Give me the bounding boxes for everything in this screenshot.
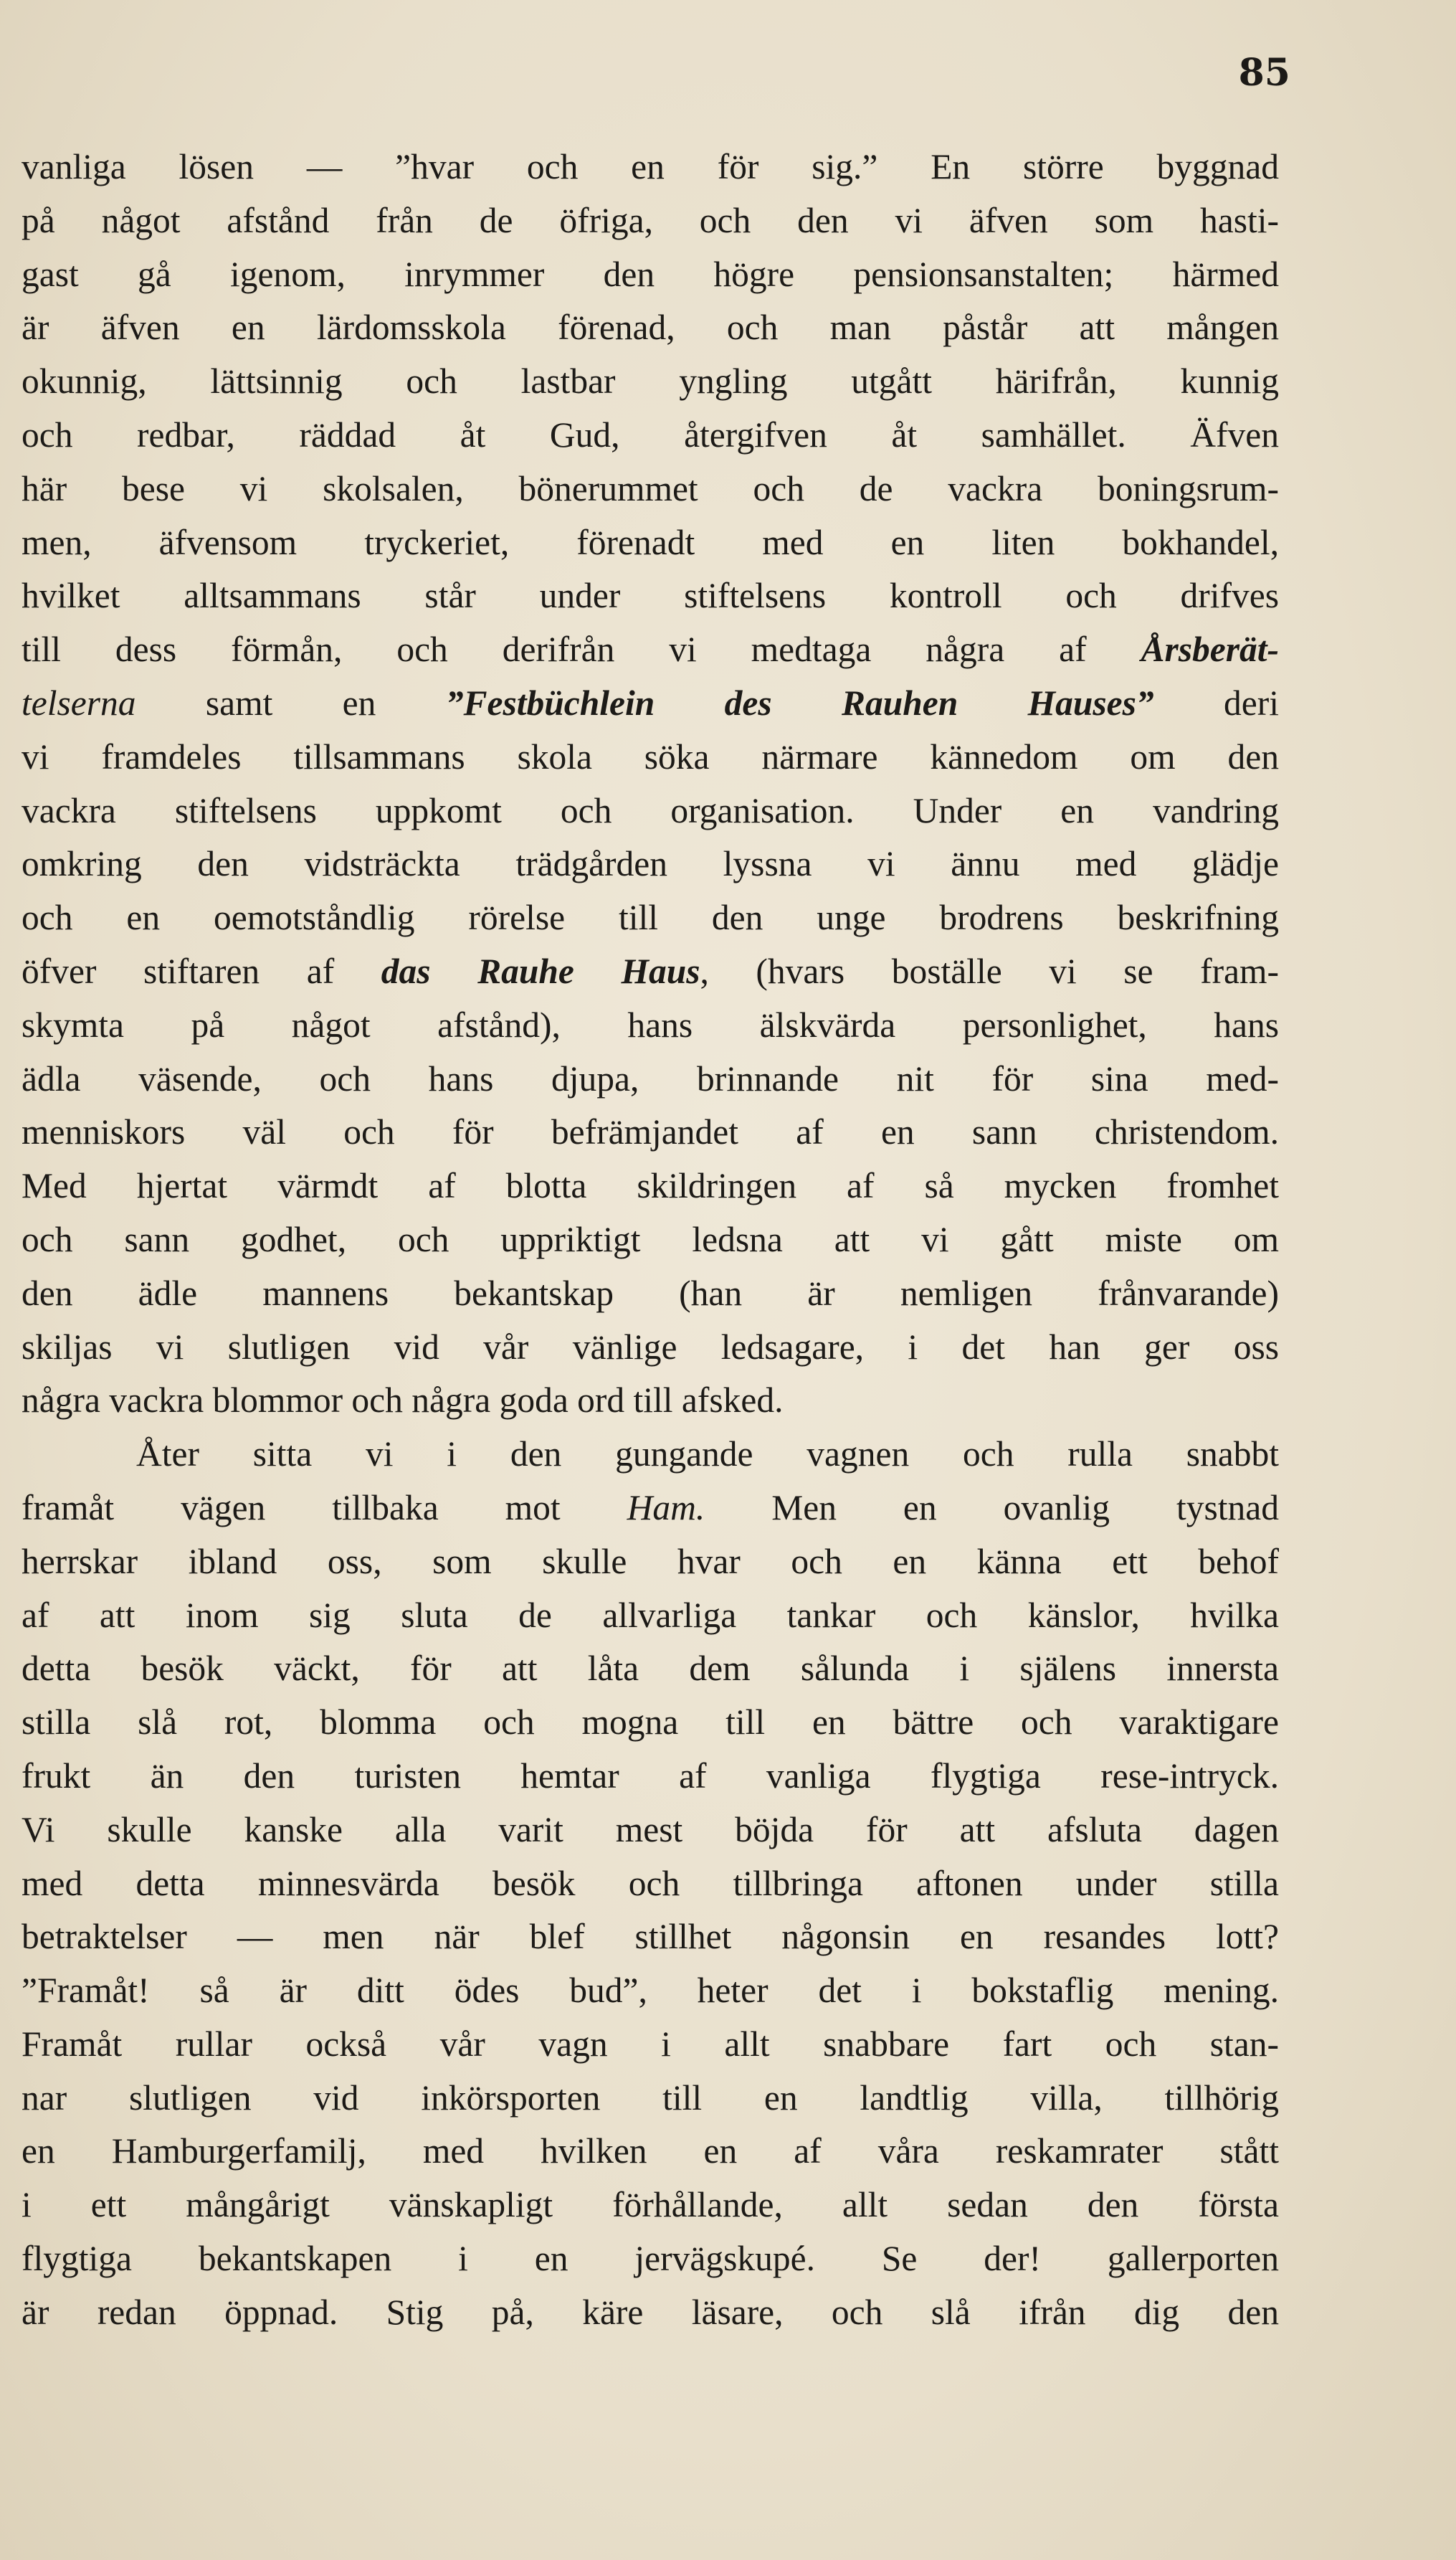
text-line [22, 1803, 1279, 1857]
text-line [22, 1964, 1279, 2018]
text-line [22, 2072, 1279, 2125]
text-line-emphasis: telserna [22, 683, 136, 723]
text-line-segment: Vi skulle kanske alla varit mest böjda för att afsluta dagen [22, 1809, 1279, 1849]
text-line-segment: gast gå igenom, inrymmer den högre pensionsanstalten; härmed [22, 254, 1279, 294]
text-line-segment: öfver stiftaren af [22, 951, 381, 991]
text-line [22, 2179, 1279, 2232]
text-line [22, 1750, 1279, 1803]
text-line-segment: , (hvars boställe vi se fram- [700, 951, 1280, 991]
text-line [22, 1053, 1279, 1106]
text-line [22, 784, 1279, 838]
text-line-segment: och redbar, räddad åt Gud, återgifven åt samhället. Äfven [22, 414, 1279, 455]
text-line [22, 2232, 1279, 2286]
text-line-segment: vackra stiftelsens uppkomt och organisation. Under en vandring [22, 790, 1279, 830]
text-line [22, 569, 1279, 623]
text-line-segment: på något afstånd från de öfriga, och den vi äfven som hasti- [22, 200, 1279, 240]
text-line-segment: ”Framåt! så är ditt ödes bud”, heter det i bokstaflig mening. [22, 1971, 1279, 2011]
text-line-segment: den ädle mannens bekantskap (han är nemligen frånvarande) [22, 1273, 1279, 1313]
text-line [22, 1482, 1279, 1535]
text-line-segment: några vackra blommor och några goda ord till afsked. [22, 1380, 784, 1421]
body-text [22, 141, 1279, 2340]
text-line [22, 1642, 1279, 1696]
text-line-segment: framåt vägen tillbaka mot [22, 1487, 627, 1527]
text-line-segment: af att inom sig sluta de allvarliga tankar och känslor, hvilka [22, 1595, 1279, 1635]
text-line [22, 677, 1279, 731]
text-line-segment: okunnig, lättsinnig och lastbar yngling utgått härifrån, kunnig [22, 361, 1279, 402]
text-line-segment: skiljas vi slutligen vid vår vänlige ledsagare, i det han ger oss [22, 1327, 1279, 1367]
text-line [22, 1321, 1279, 1375]
text-line-segment: är äfven en lärdomsskola förenad, och man påstår att mången [22, 308, 1279, 348]
text-line-segment: nar slutligen vid inkörsporten till en landtlig villa, tillhörig [22, 2077, 1279, 2118]
text-line [22, 1428, 1279, 1482]
text-line [22, 2125, 1279, 2179]
text-line-segment: vi framdeles tillsammans skola söka närmare kännedom om den [22, 736, 1279, 777]
text-line-segment: frukt än den turisten hemtar af vanliga flygtiga rese-intryck. [22, 1755, 1279, 1796]
text-line [22, 838, 1279, 891]
text-line-segment: menniskors väl och för befrämjandet af en sann christendom. [22, 1112, 1279, 1152]
text-line-segment: samt en [135, 683, 446, 723]
text-line-segment: med detta minnesvärda besök och tillbringa aftonen under stilla [22, 1863, 1279, 1903]
text-line [22, 248, 1279, 302]
text-line-segment: ädla väsende, och hans djupa, brinnande nit för sina med- [22, 1058, 1279, 1099]
text-line [22, 1106, 1279, 1160]
text-line [22, 1857, 1279, 1911]
text-line [22, 1160, 1279, 1213]
text-line-segment: till dess förmån, och derifrån vi medtaga några af [22, 630, 1141, 670]
text-line-segment: flygtiga bekantskapen i en jervägskupé. Se der! gallerporten [22, 2239, 1279, 2279]
text-line [22, 1267, 1279, 1321]
text-line [22, 1910, 1279, 1964]
text-line-segment: stilla slå rot, blomma och mogna till en bättre och varaktigare [22, 1702, 1279, 1743]
text-line-segment: Men en ovanlig tystnad [705, 1487, 1280, 1527]
text-line-segment: Framåt rullar också vår vagn i allt snabbare fart och stan- [22, 2024, 1279, 2064]
text-line [22, 141, 1279, 194]
text-line [22, 409, 1279, 463]
text-line-emphasis: Årsberät- [1141, 630, 1279, 670]
text-line [22, 1535, 1279, 1589]
text-line-segment: Åter sitta vi i den gungande vagnen och rulla snabbt [136, 1434, 1279, 1474]
text-line [22, 999, 1279, 1053]
text-line-segment: här bese vi skolsalen, bönerummet och de vackra boningsrum- [22, 468, 1279, 508]
text-line-segment: är redan öppnad. Stig på, käre läsare, och slå ifrån dig den [22, 2292, 1279, 2332]
text-line-emphasis: ”Festbüchlein des Rauhen Hauses” [445, 683, 1154, 723]
text-line [22, 463, 1279, 516]
text-line [22, 891, 1279, 945]
text-line [22, 1696, 1279, 1750]
text-line-segment: och sann godhet, och uppriktigt ledsna att vi gått miste om [22, 1219, 1279, 1259]
text-line [22, 301, 1279, 355]
text-line-segment: detta besök väckt, för att låta dem sålunda i själens innersta [22, 1649, 1279, 1689]
text-line-segment: betraktelser — men när blef stillhet någonsin en resandes lott? [22, 1917, 1279, 1957]
text-line [22, 194, 1279, 248]
text-line [22, 2018, 1279, 2072]
page-number: 85 [1238, 51, 1290, 95]
text-line [22, 1213, 1279, 1267]
text-line-emphasis: Ham. [627, 1487, 705, 1527]
text-line-segment: deri [1153, 683, 1279, 723]
text-line [22, 1374, 1279, 1428]
text-line [22, 1589, 1279, 1643]
text-line [22, 945, 1279, 999]
text-line-segment: vanliga lösen — ”hvar och en för sig.” En större byggnad [22, 147, 1279, 186]
text-line [22, 355, 1279, 409]
text-line-segment: hvilket alltsammans står under stiftelsens kontroll och drifves [22, 576, 1279, 616]
text-line-segment: i ett mångårigt vänskapligt förhållande, allt sedan den första [22, 2185, 1279, 2225]
text-line [22, 731, 1279, 784]
text-line-segment: en Hamburgerfamilj, med hvilken en af våra reskamrater stått [22, 2131, 1279, 2171]
text-line-segment: skymta på något afstånd), hans älskvärda personlighet, hans [22, 1005, 1279, 1045]
text-line-segment: men, äfvensom tryckeriet, förenadt med en liten bokhandel, [22, 522, 1279, 562]
text-line-emphasis: das Rauhe Haus [381, 951, 700, 991]
text-line [22, 623, 1279, 677]
text-line-segment: Med hjertat värmdt af blotta skildringen af så mycken fromhet [22, 1166, 1279, 1206]
text-line-segment: omkring den vidsträckta trädgården lyssna vi ännu med glädje [22, 844, 1279, 884]
text-line-segment: herrskar ibland oss, som skulle hvar och en känna ett behof [22, 1541, 1279, 1581]
text-line [22, 516, 1279, 570]
text-line [22, 2286, 1279, 2340]
text-line-segment: och en oemotståndlig rörelse till den unge brodrens beskrifning [22, 898, 1279, 938]
